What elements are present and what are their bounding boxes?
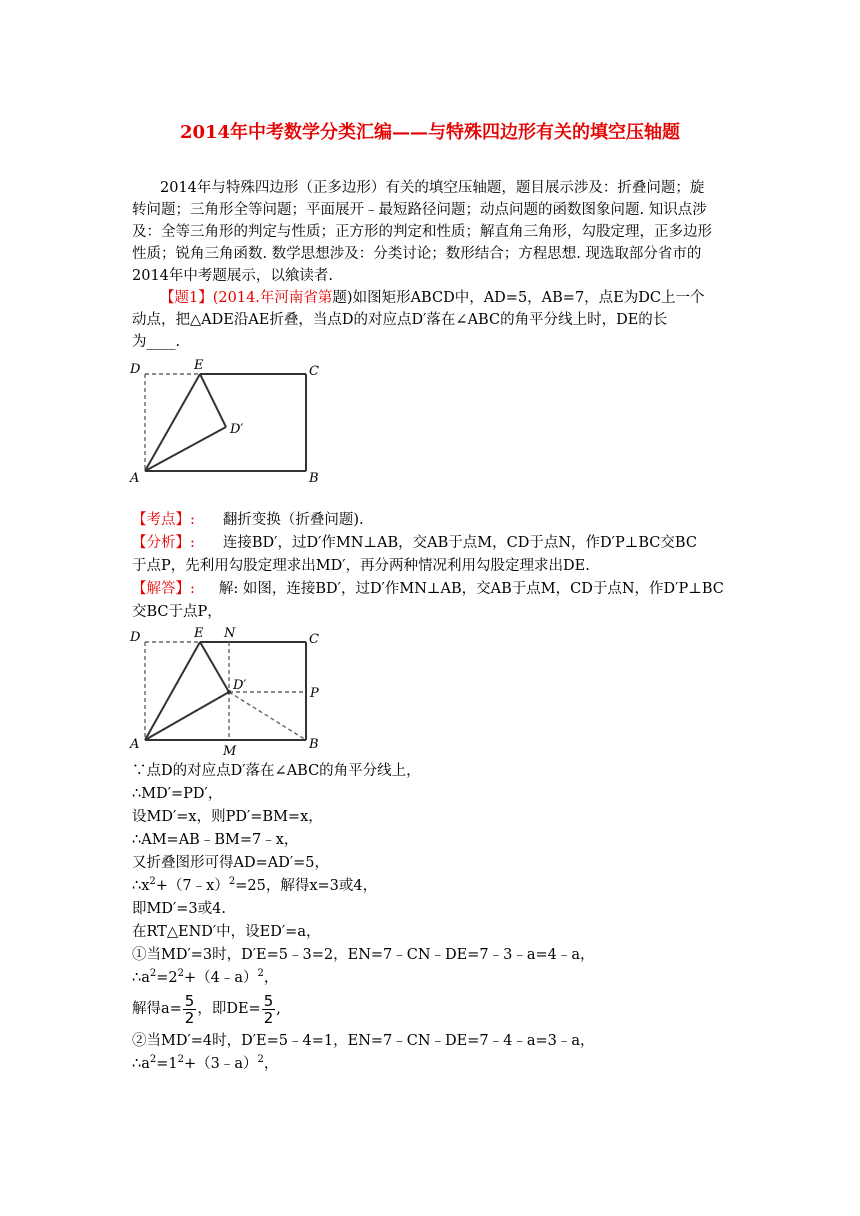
- intro-line-2: 转问题；三角形全等问题；平面展开﹣最短路径问题；动点问题的函数图象问题. 知识点涉: [132, 202, 707, 218]
- fig1-label-dprime: D′: [230, 422, 244, 437]
- exponent: 2: [149, 968, 157, 980]
- exponent: 2: [228, 876, 236, 888]
- step-4: ∴AM=AB﹣BM=7﹣x，: [132, 832, 299, 848]
- step-10-b: =2: [156, 970, 178, 986]
- problem-label: 【题1】: [160, 290, 213, 306]
- jieda-line-1: [132, 578, 732, 600]
- fraction-5-2-de: $\frac{5}{2}$: [263, 991, 274, 1027]
- page-title: 2014年中考数学分类汇编——与特殊四边形有关的填空压轴题: [179, 122, 681, 143]
- problem-line-3: 为____.: [132, 334, 181, 350]
- fig2-label-p: P: [310, 686, 319, 701]
- problem-line-2: 动点，把△ADE沿AE折叠，当点D的对应点D′落在∠ABC的角平分线上时，DE的长: [132, 312, 668, 328]
- step-7: 即MD′=3或4.: [132, 901, 226, 917]
- problem-text-1: 如图矩形ABCD中，AD=5，AB=7，点E为DC上一个: [352, 290, 705, 306]
- exponent: 2: [257, 1054, 264, 1066]
- step-13-b: =1: [156, 1056, 178, 1072]
- intro-line-1: 2014年与特殊四边形（正多边形）有关的填空压轴题，题目展示涉及：折叠问题；旋: [160, 180, 705, 196]
- fenxi-text-1: 连接BD′，过D′作MN⊥AB，交AB于点M，CD于点N，作D′P⊥BC交BC: [222, 535, 697, 551]
- step-8: 在RT△END′中，设ED′=a，: [132, 924, 321, 940]
- jieda-text-1: 解: 如图，连接BD′，过D′作MN⊥AB，交AB于点M，CD于点N，作D′P⊥BC: [218, 581, 724, 597]
- fig1-label-d: D: [130, 362, 141, 377]
- fig2-label-m: M: [223, 744, 237, 757]
- fig1-label-a: A: [130, 471, 140, 486]
- figure-1-rectangle: [126, 354, 336, 486]
- fig1-label-c: C: [309, 364, 319, 379]
- fraction-5-2: $\frac{5}{2}$: [184, 991, 195, 1027]
- step-11-c: ,: [276, 1001, 281, 1017]
- step-13-a: ∴a: [132, 1056, 150, 1072]
- exponent: 2: [149, 876, 156, 888]
- fig2-label-d: D: [130, 630, 141, 645]
- fig2-label-e: E: [194, 626, 204, 641]
- kaodian-line: [132, 509, 732, 531]
- jieda-label: 【解答】:: [132, 581, 195, 597]
- step-9: ①当MD′=3时，D′E=5﹣3=2，EN=7﹣CN﹣DE=7﹣3﹣a=4﹣a，: [132, 947, 595, 963]
- step-12: ②当MD′=4时，D′E=5﹣4=1，EN=7﹣CN﹣DE=7﹣4﹣a=3﹣a，: [132, 1033, 595, 1049]
- step-13: [132, 1053, 732, 1075]
- step-6-a: ∴x: [132, 878, 150, 894]
- fig2-label-b: B: [309, 737, 319, 752]
- kaodian-text: 翻折变换（折叠问题).: [222, 512, 364, 528]
- fig1-label-e: E: [194, 358, 204, 373]
- fig2-label-n: N: [224, 626, 236, 641]
- intro-line-3: 及：全等三角形的判定与性质；正方形的判定和性质；解直角三角形，勾股定理，正多边形: [132, 224, 712, 240]
- fig2-label-a: A: [130, 737, 140, 752]
- intro-line-5: 2014年中考题展示，以飨读者.: [132, 268, 334, 284]
- intro-line-4: 性质；锐角三角函数. 数学思想涉及：分类讨论；数形结合；方程思想. 现选取部分省市的: [132, 246, 702, 262]
- problem-source-tail: 题): [332, 290, 353, 306]
- step-13-c: +（3﹣a）: [184, 1056, 258, 1072]
- exponent: 2: [149, 1054, 157, 1066]
- problem-line-1: [160, 287, 760, 309]
- jieda-line-2: 交BC于点P，: [132, 604, 222, 620]
- problem-source: (2014.年河南省第: [212, 290, 333, 306]
- step-6-c: =25，解得x=3或4，: [235, 878, 378, 894]
- step-6-b: +（7﹣x）: [155, 878, 229, 894]
- exponent: 2: [177, 1054, 184, 1066]
- step-11-a: 解得a=: [132, 1001, 182, 1017]
- fig1-label-b: B: [309, 471, 319, 486]
- step-10-a: ∴a: [132, 970, 150, 986]
- step-13-comma: ，: [263, 1056, 279, 1072]
- step-10-c: +（4﹣a）: [184, 970, 258, 986]
- fenxi-label: 【分析】:: [132, 535, 195, 551]
- exponent: 2: [177, 968, 184, 980]
- exponent: 2: [257, 968, 264, 980]
- fig2-label-dprime: D′: [233, 678, 247, 693]
- step-10-comma: ，: [263, 970, 279, 986]
- fenxi-line-2: 于点P，先利用勾股定理求出MD′，再分两种情况利用勾股定理求出DE.: [132, 558, 590, 574]
- fenxi-line-1: [132, 532, 732, 554]
- step-2: ∴MD′=PD′，: [132, 786, 223, 802]
- step-10: [132, 967, 732, 989]
- figure-2-rectangle: [126, 622, 336, 757]
- step-1: ∵点D的对应点D′落在∠ABC的角平分线上，: [132, 763, 421, 779]
- step-3: 设MD′=x，则PD′=BM=x，: [132, 809, 323, 825]
- step-5: 又折叠图形可得AD=AD′=5，: [132, 855, 330, 871]
- kaodian-label: 【考点】:: [132, 512, 195, 528]
- step-6: [132, 875, 732, 897]
- step-11-b: ，即DE=: [197, 1001, 261, 1017]
- step-11: [132, 989, 732, 1029]
- fig2-label-c: C: [309, 632, 319, 647]
